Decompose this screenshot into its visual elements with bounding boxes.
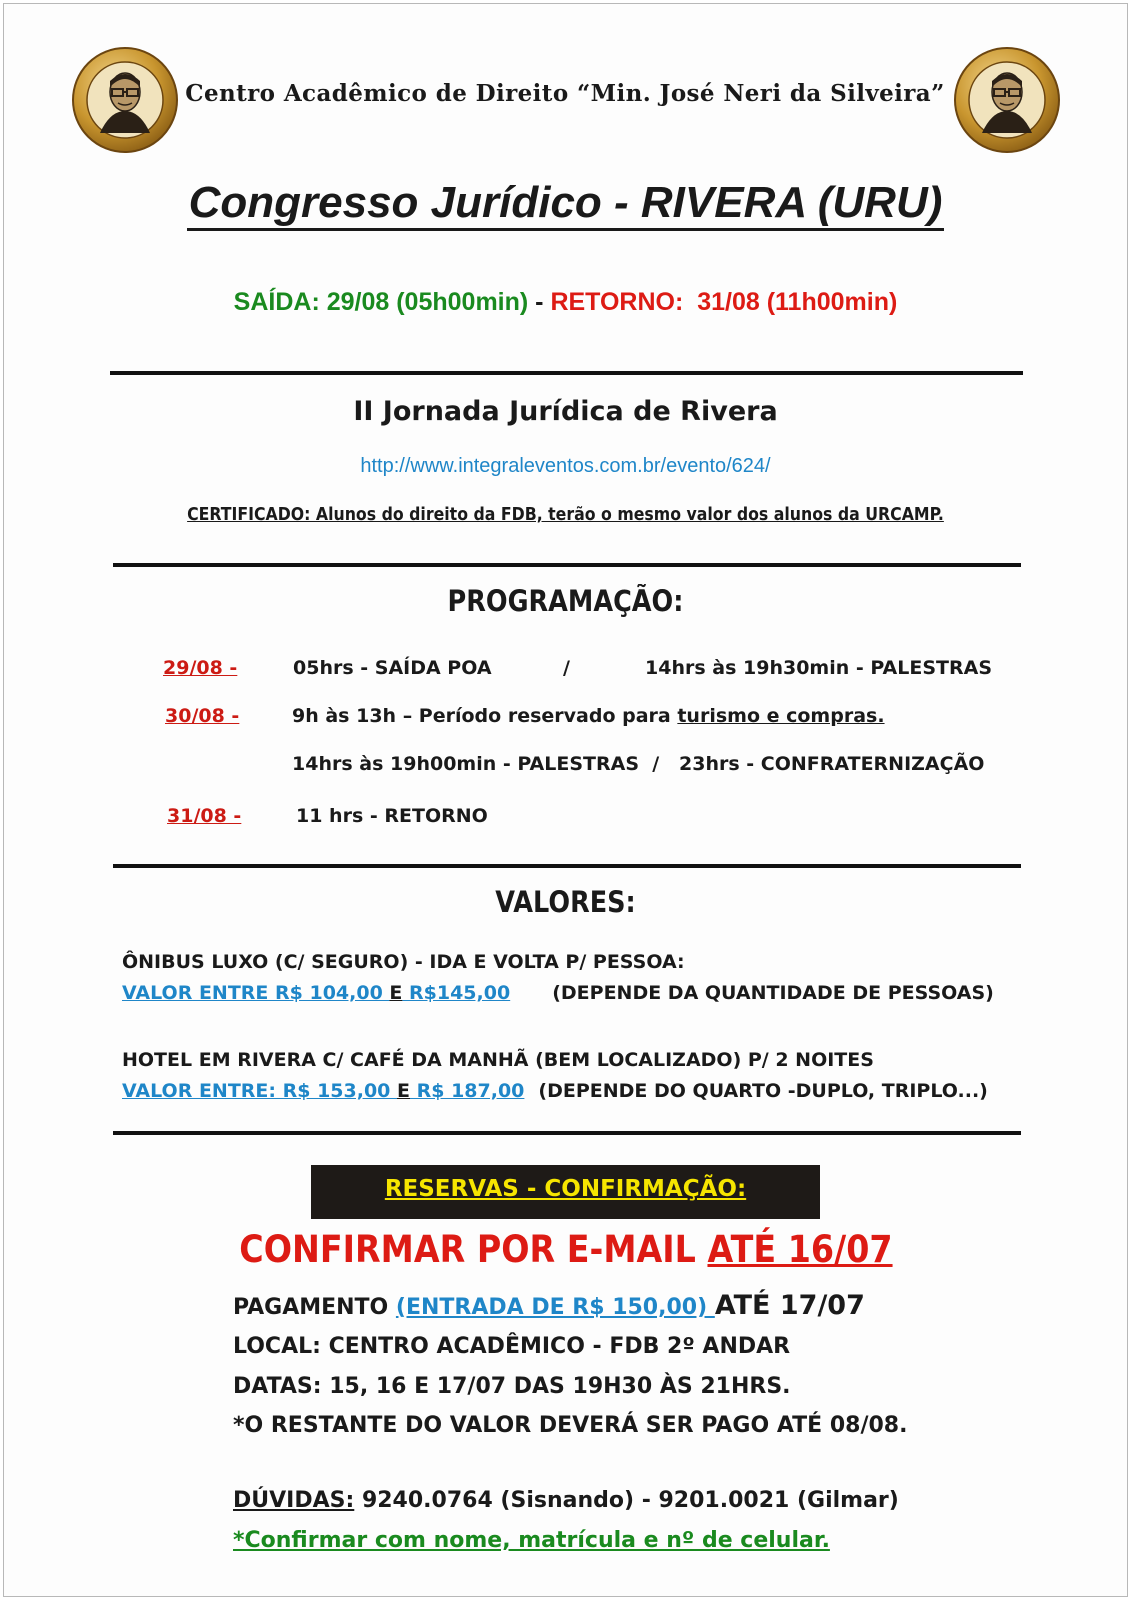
duvidas-label: DÚVIDAS: — [233, 1488, 355, 1513]
valores-heading: VALORES: — [495, 885, 636, 919]
payment-entry: (ENTRADA DE R$ 150,00) — [395, 1295, 715, 1320]
reservas-banner — [311, 1165, 820, 1219]
page-title-text: Congresso Jurídico - RIVERA (URU) — [187, 178, 945, 231]
duvidas-contacts: 9240.0764 (Sisnando) - 9201.0021 (Gilmar) — [354, 1488, 899, 1513]
duvidas-line — [233, 1488, 899, 1513]
schedule-row — [0, 805, 1131, 835]
schedule-text-part: 9h às 13h – Período reservado para — [292, 705, 678, 727]
hotel-price-conj: E — [397, 1080, 410, 1102]
schedule-row — [0, 753, 1131, 783]
divider — [113, 563, 1021, 567]
schedule-row — [0, 657, 1131, 687]
event-name: II Jornada Jurídica de Rivera — [353, 396, 778, 427]
departure-date: SAÍDA: 29/08 (05h00min) — [233, 288, 529, 316]
payment-deadline: ATÉ 17/07 — [714, 1290, 865, 1321]
organization-name: Centro Acadêmico de Direito “Min. José Neri da Silveira” — [185, 80, 945, 107]
bus-price — [122, 982, 994, 1004]
schedule-text: 05hrs - SAÍDA POA — [293, 657, 492, 679]
datas-line: DATAS: 15, 16 E 17/07 DAS 19H30 ÀS 21HRS. — [233, 1374, 791, 1399]
bus-price-min: VALOR ENTRE R$ 104,00 — [122, 982, 390, 1004]
return-date: RETORNO: 31/08 (11h00min) — [550, 288, 898, 316]
certificate-note: CERTIFICADO: Alunos do direito da FDB, terão o mesmo valor dos alunos da URCAMP. — [187, 505, 944, 525]
schedule-date: 30/08 - — [165, 705, 240, 727]
restante-line: *O RESTANTE DO VALOR DEVERÁ SER PAGO ATÉ 08/08. — [233, 1413, 908, 1438]
divider — [110, 371, 1023, 375]
hotel-price-note: (DEPENDE DO QUARTO -DUPLO, TRIPLO...) — [538, 1080, 988, 1102]
portrait-seal-icon — [952, 45, 1062, 155]
page-title — [0, 178, 1131, 228]
schedule-date: 31/08 - — [167, 805, 242, 827]
payment-line — [233, 1290, 865, 1321]
schedule-text: 14hrs às 19h00min - PALESTRAS / 23hrs - CONFRATERNIZAÇÃO — [292, 753, 985, 775]
date-separator: - — [528, 288, 551, 316]
bus-price-note: (DEPENDE DA QUANTIDADE DE PESSOAS) — [552, 982, 994, 1004]
bus-label: ÔNIBUS LUXO (C/ SEGURO) - IDA E VOLTA P/ PESSOA: — [122, 951, 685, 973]
schedule-text: 11 hrs - RETORNO — [296, 805, 488, 827]
portrait-seal-icon — [70, 45, 180, 155]
bus-price-conj: E — [389, 982, 403, 1004]
confirm-prefix: CONFIRMAR POR E-MAIL — [238, 1228, 708, 1271]
hotel-price-max: R$ 187,00 — [410, 1080, 525, 1102]
bus-price-max: R$145,00 — [402, 982, 511, 1004]
hotel-price-min: VALOR ENTRE: R$ 153,00 — [122, 1080, 398, 1102]
event-url-link[interactable]: http://www.integraleventos.com.br/evento/624/ — [360, 455, 771, 477]
local-line: LOCAL: CENTRO ACADÊMICO - FDB 2º ANDAR — [233, 1334, 791, 1359]
confirm-email-line — [0, 1228, 1131, 1271]
trip-dates — [0, 288, 1131, 317]
confirm-deadline: ATÉ 16/07 — [707, 1228, 893, 1271]
hotel-price — [122, 1080, 988, 1102]
confirm-note: *Confirmar com nome, matrícula e nº de celular. — [233, 1528, 830, 1553]
divider — [113, 1131, 1021, 1135]
schedule-highlight: turismo e compras. — [677, 705, 885, 727]
payment-label: PAGAMENTO — [233, 1295, 396, 1320]
reservas-label: RESERVAS - CONFIRMAÇÃO: — [384, 1176, 747, 1202]
divider — [113, 864, 1021, 868]
schedule-separator: / — [563, 657, 570, 679]
schedule-row — [0, 705, 1131, 735]
programacao-heading: PROGRAMAÇÃO: — [447, 584, 684, 618]
schedule-text — [292, 705, 885, 727]
schedule-text: 14hrs às 19h30min - PALESTRAS — [645, 657, 993, 679]
hotel-label: HOTEL EM RIVERA C/ CAFÉ DA MANHÃ (BEM LOCALIZADO) P/ 2 NOITES — [122, 1049, 874, 1071]
schedule-date: 29/08 - — [163, 657, 238, 679]
